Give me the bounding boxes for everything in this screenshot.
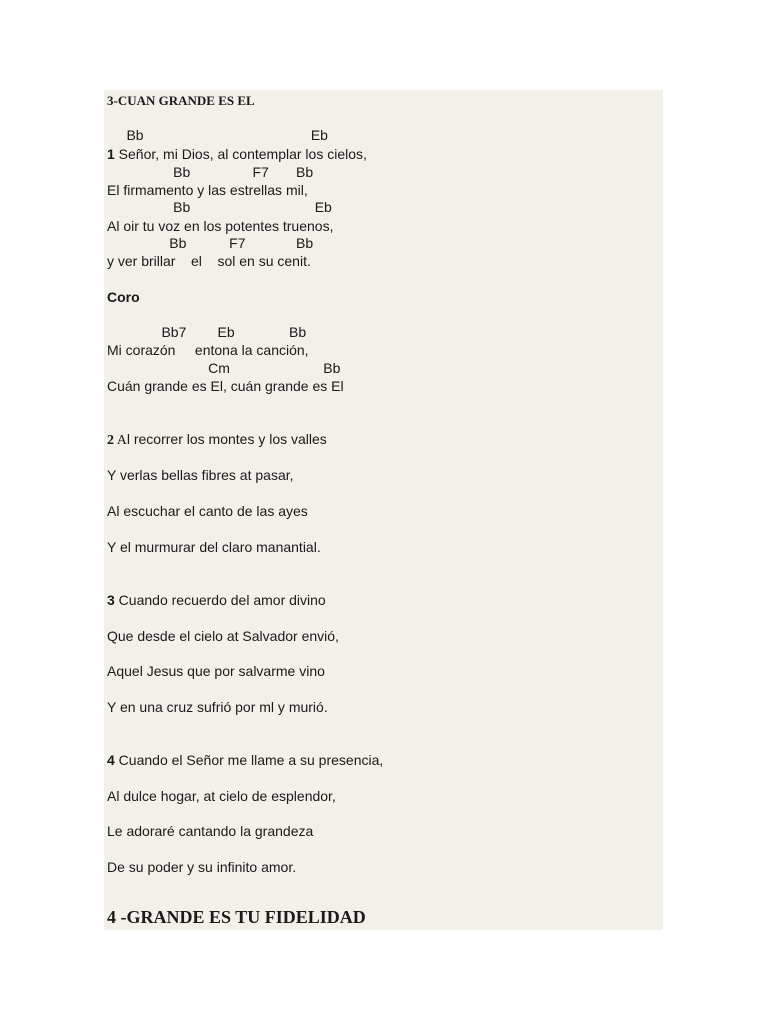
lyric-line: Al escuchar el canto de las ayes [107, 503, 308, 519]
verse-number: 4 [107, 752, 115, 768]
lyric-line: Y verlas bellas fibres at pasar, [107, 467, 294, 483]
lyric-line: Cuán grande es El, cuán grande es El [107, 378, 344, 394]
lyric-line: Mi corazón entona la canción, [107, 342, 309, 358]
song-title: 4 -GRANDE ES TU FIDELIDAD [107, 907, 366, 927]
lyric-text: Señor, mi Dios, al contemplar los cielos, [114, 146, 367, 162]
lyric-line: y ver brillar el sol en su cenit. [107, 253, 311, 269]
lyric-text: l recorrer los montes y los valles [126, 431, 327, 447]
verse-number: 1 [107, 146, 115, 162]
verse-number: 3 [107, 592, 115, 608]
chord-line: Bb F7 Bb [107, 164, 314, 180]
lyric-line [107, 430, 327, 450]
lyric-text: Cuando el Señor me llame a su presencia, [114, 752, 384, 768]
song-title: 3-CUAN GRANDE ES EL [107, 93, 255, 108]
lyric-line: Al oir tu voz en los potentes truenos, [107, 218, 334, 234]
chord-line: Bb Eb [107, 199, 332, 215]
lyric-line: Que desde el cielo at Salvador envió, [107, 628, 339, 644]
lyric-line: Le adoraré cantando la grandeza [107, 823, 314, 839]
verse-number: 2 [107, 433, 114, 448]
lyric-line [107, 751, 383, 769]
verse-initial: A [116, 433, 127, 448]
chord-line: Bb F7 Bb [107, 235, 314, 251]
lyric-text: Cuando recuerdo del amor divino [114, 592, 326, 608]
chord-line: Cm Bb [107, 360, 341, 376]
lyric-line: El firmamento y las estrellas mil, [107, 182, 308, 198]
lyric-line: Al dulce hogar, at cielo de esplendor, [107, 788, 336, 804]
lyric-line: Y en una cruz sufrió por ml y murió. [107, 699, 328, 715]
chord-line: Bb7 Eb Bb [107, 324, 307, 340]
lyric-line: De su poder y su infinito amor. [107, 859, 297, 875]
chorus-label: Coro [107, 289, 140, 305]
chord-line: Bb Eb [107, 127, 328, 143]
lyric-line [107, 591, 326, 609]
lyric-line [107, 145, 367, 163]
lyric-line: Y el murmurar del claro manantial. [107, 539, 321, 555]
lyric-line: Aquel Jesus que por salvarme vino [107, 663, 325, 679]
